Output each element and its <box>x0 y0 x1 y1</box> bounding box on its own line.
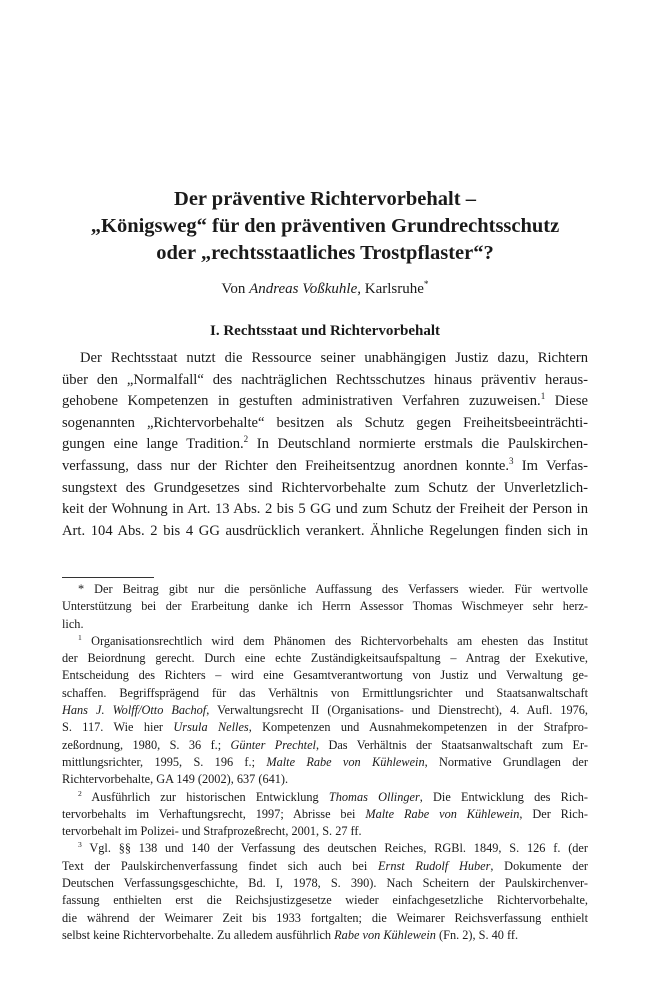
body-line: gehobene Kompetenzen in gestuften administrativen Verfahren zuzuweisen.$^1$ Diese <box>62 391 588 410</box>
body-line: sungstext des Grundgesetzes sind Richtervorbehalte zum Schutz der Unverletzlich- <box>62 479 588 496</box>
body-line: verfassung, dass nur der Richter den Freiheitsentzug anordnen konnte.$^3$ Im Verfas- <box>62 456 588 474</box>
footnote-1-line: Hans J. Wolff/Otto Bachof, Verwaltungsrecht II (Organisations- und Dienstrecht), 4. Aufl. 1976, <box>62 703 588 718</box>
footnote-1-line: zeßordnung, 1980, S. 36 f.; Günter Prechtel, Das Verhältnis der Staatsanwaltschaft zum Er- <box>62 737 589 752</box>
body-line: über den „Normalfall“ des nachträglichen Rechtsschutzes hinaus präventiv heraus- <box>62 371 588 388</box>
footnote-3-line: fassung enthielten erst die Reichsjustizgesetze wieder einfachgesetzliche Richtervorbehalte, <box>62 893 588 908</box>
footnote-1-line: Richtervorbehalte, GA 149 (2002), 637 (641). <box>62 772 289 787</box>
footnote-3-mark: 3 <box>78 840 82 850</box>
footnote-2-mark: 2 <box>78 788 82 798</box>
footnote-3-line: Deutschen Verfassungsgeschichte, Bd. I, 1978, S. 390). Nach Scheitern der Paulskirchenver- <box>62 876 588 891</box>
author-name: Andreas Voßkuhle <box>249 281 358 297</box>
footnote-1-line: schaffen. Begriffsprägend für das Verhältnis von Ermittlungsrichter und Staatsanwaltschaft <box>62 685 588 700</box>
title-line-3: oder „rechtsstaatliches Trostpflaster“? <box>156 242 494 264</box>
body-line: gungen eine lange Tradition.$^2$ In Deutschland normierte erstmals die Paulskirchen- <box>62 434 588 453</box>
footnote-1-line: S. 117. Wie hier Ursula Nelles, Kompetenzen und Ausnahmekompetenzen in der Strafpro- <box>62 720 588 735</box>
footnote-star-line: * Der Beitrag gibt nur die persönliche Auffassung des Verfassers wieder. Für wertvolle <box>78 582 588 596</box>
author-suffix: , Karlsruhe <box>357 281 424 297</box>
footnote-separator <box>62 577 154 578</box>
title-line-2: „Königsweg“ für den präventiven Grundrechtsschutz <box>90 215 560 237</box>
footnote-star-line: Unterstützung bei der Erarbeitung danke ich Herrn Assessor Thomas Wischmeyer sehr herz- <box>62 599 588 614</box>
footnote-2-line: tervorbehalt im Polizei- und Strafprozeßrecht, 2001, S. 27 ff. <box>62 824 362 839</box>
footnote-2-line: tervorbehalts im Verhaftungsrecht, 1997; Abrisse bei Malte Rabe von Kühlewein, Der Rich- <box>62 806 589 821</box>
footnote-2-line: $^2$ Ausführlich zur historischen Entwicklung Thomas Ollinger, Die Entwicklung des Rich- <box>78 788 589 804</box>
body-paragraph <box>62 348 588 542</box>
body-line: sogenannten „Richtervorbehalte“ besitzen als Schutz gegen Freiheitsbeeinträchti- <box>62 414 588 431</box>
body-line: Art. 104 Abs. 2 bis 4 GG ausdrücklich verankert. Ähnliche Regelungen finden sich in <box>62 522 588 539</box>
footnote-1-line: $^1$ Organisationsrechtlich wird dem Phänomen des Richtervorbehalts am ehesten das Institut <box>78 632 588 648</box>
author-footnote-mark[interactable]: * <box>423 280 429 290</box>
footnote-star-mark: * <box>78 582 85 596</box>
footnote-3-line: die während der Weimarer Zeit bis 1933 fortgalten; die Weimarer Reichsverfassung enthielt <box>62 910 588 925</box>
author-line <box>62 279 588 299</box>
footnotes <box>62 581 588 944</box>
footnote-ref-3[interactable]: 3 <box>509 456 514 467</box>
footnote-3-line: Text der Paulskirchenverfassung findet sich auch bei Ernst Rudolf Huber, Dokumente der <box>62 858 588 873</box>
footnote-ref-2[interactable]: 2 <box>243 434 249 445</box>
body-line: Der Rechtsstaat nutzt die Ressource seiner unabhängigen Justiz dazu, Richtern <box>80 350 588 366</box>
section-heading: I. Rechtsstaat und Richtervorbehalt <box>210 323 440 339</box>
footnote-1-line: der Beiordnung gerecht. Durch eine echte Zuständigkeitsaufspaltung – Antrag der Exekutive, <box>62 651 588 666</box>
footnote-ref-1[interactable]: 1 <box>540 391 546 402</box>
article-title <box>62 186 588 267</box>
author-prefix: Von <box>221 281 250 297</box>
footnote-1-line: Entscheidung des Richters – wird eine Gesamtverantwortung von Justiz und Verwaltung ge- <box>62 668 588 683</box>
footnote-3-line: $^3$ Vgl. §§ 138 und 140 der Verfassung des deutschen Reiches, RGBl. 1849, S. 126 f. (der <box>78 840 588 856</box>
title-line-1: Der präventive Richtervorbehalt – <box>174 188 476 210</box>
footnote-1-mark: 1 <box>78 632 82 642</box>
body-line: keit der Wohnung in Art. 13 Abs. 2 bis 5 GG und zum Schutz der Freiheit der Person in <box>62 501 588 518</box>
footnote-3-line: selbst keine Richtervorbehalte. Zu alledem ausführlich Rabe von Kühlewein (Fn. 2), S. 40 ff. <box>62 927 519 942</box>
footnote-star-line: lich. <box>62 616 84 631</box>
footnote-1-line: mittlungsrichter, 1995, S. 196 f.; Malte Rabe von Kühlewein, Normative Grundlagen der <box>62 754 588 769</box>
